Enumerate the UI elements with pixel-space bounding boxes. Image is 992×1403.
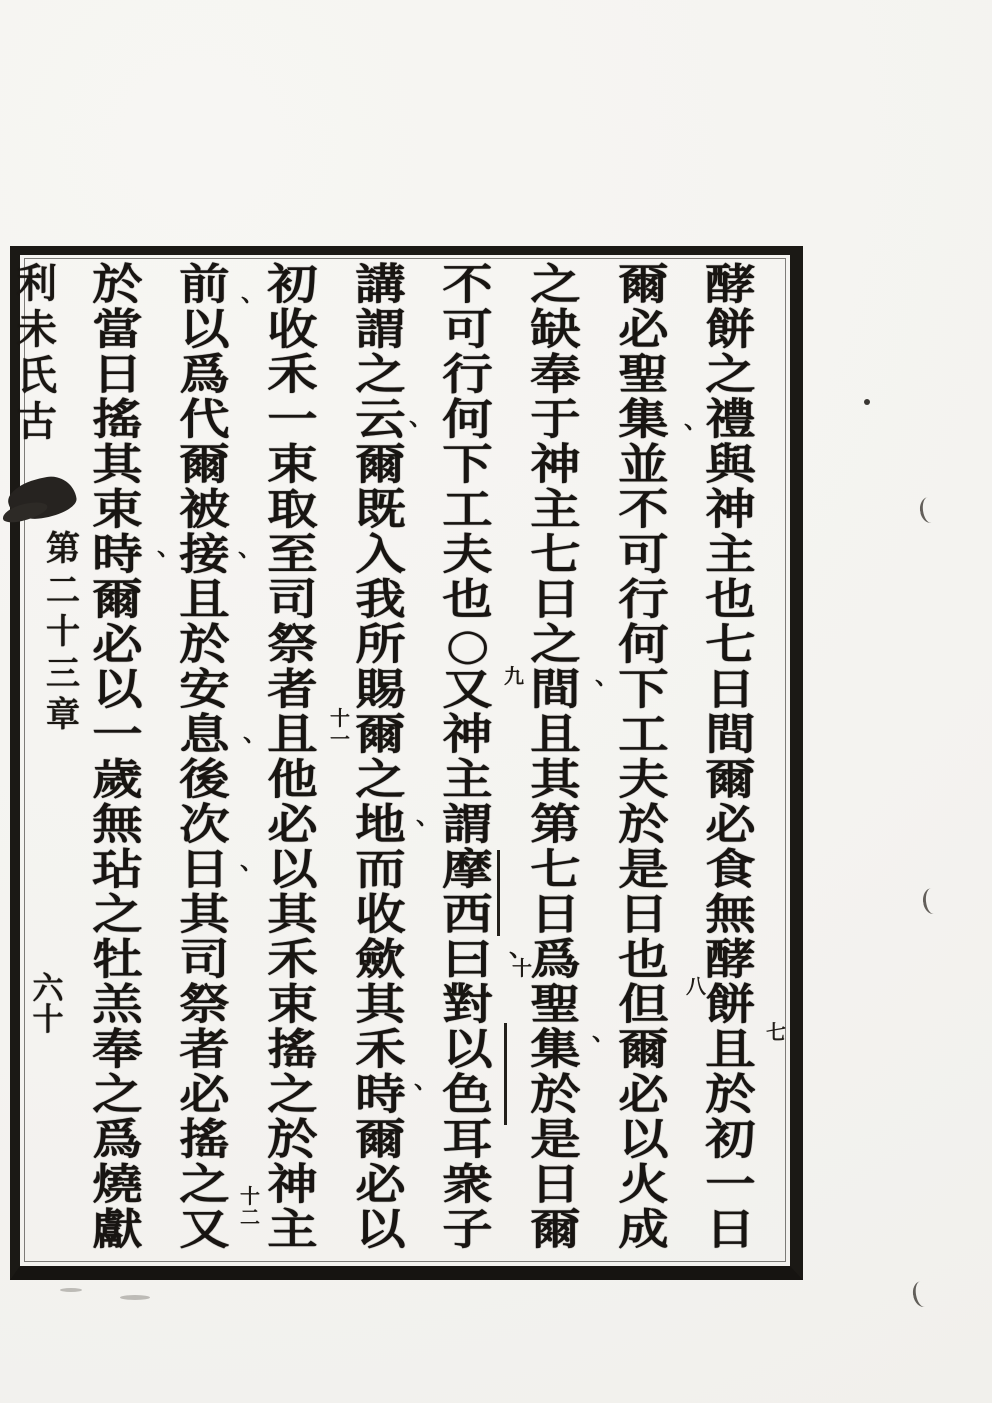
glyph: 搖 bbox=[267, 1024, 318, 1075]
glyph: 古 bbox=[17, 398, 57, 445]
glyph: 地 bbox=[354, 799, 406, 850]
reading-mark: 、 bbox=[238, 533, 262, 562]
glyph: 工 bbox=[442, 484, 494, 535]
glyph: 章 bbox=[46, 695, 80, 735]
verse-marker bbox=[240, 1186, 260, 1228]
glyph: 時 bbox=[354, 1069, 406, 1120]
glyph: 又 bbox=[179, 1204, 230, 1255]
glyph: 禾 bbox=[267, 934, 318, 985]
glyph: 以 bbox=[354, 1204, 406, 1255]
glyph: 聖 bbox=[530, 979, 581, 1030]
glyph: 對 bbox=[442, 979, 494, 1030]
book-title-margin bbox=[14, 260, 60, 445]
verse-marker-glyph: 二 bbox=[240, 1205, 260, 1229]
glyph: 至 bbox=[267, 529, 318, 580]
glyph: 爾 bbox=[179, 439, 230, 490]
glyph: 爾 bbox=[618, 259, 669, 310]
reading-mark: 、 bbox=[592, 1017, 616, 1046]
glyph: 必 bbox=[618, 1069, 669, 1120]
glyph: 火 bbox=[618, 1159, 669, 1210]
glyph: 奉 bbox=[530, 349, 581, 400]
glyph: 無 bbox=[705, 889, 757, 940]
verse-marker-glyph: 十 bbox=[330, 706, 350, 730]
glyph: 被 bbox=[179, 484, 230, 535]
ink-dot-artifact bbox=[864, 399, 870, 405]
verse-marker-glyph: 一 bbox=[330, 727, 350, 751]
glyph: 不 bbox=[442, 259, 494, 310]
reading-mark: 、 bbox=[509, 933, 533, 962]
glyph: 也 bbox=[442, 574, 494, 625]
glyph: 當 bbox=[91, 304, 143, 355]
glyph: 講 bbox=[354, 259, 406, 310]
glyph: 之 bbox=[705, 349, 757, 400]
glyph: 聖 bbox=[618, 349, 669, 400]
glyph: 謂 bbox=[354, 304, 406, 355]
glyph: 神 bbox=[442, 709, 494, 760]
glyph: 搖 bbox=[179, 1114, 230, 1165]
glyph: 牡 bbox=[91, 934, 143, 985]
text-column-8 bbox=[75, 259, 159, 1255]
glyph: 與 bbox=[705, 439, 757, 490]
glyph: 以 bbox=[442, 1024, 494, 1075]
glyph: 六 bbox=[32, 971, 64, 1007]
glyph: 一 bbox=[705, 1159, 757, 1210]
glyph: 利 bbox=[17, 260, 57, 307]
glyph: 七 bbox=[705, 619, 757, 670]
glyph: 之 bbox=[91, 889, 143, 940]
glyph: 西 bbox=[442, 889, 494, 940]
glyph: 之 bbox=[354, 754, 406, 805]
glyph: 日 bbox=[705, 1204, 757, 1255]
glyph: 束 bbox=[267, 979, 318, 1030]
glyph: 收 bbox=[354, 889, 406, 940]
glyph: 主 bbox=[442, 754, 494, 805]
glyph: 十 bbox=[46, 612, 80, 652]
glyph: 必 bbox=[618, 304, 669, 355]
glyph: 者 bbox=[267, 664, 318, 715]
glyph: 束 bbox=[267, 439, 318, 490]
glyph: 於 bbox=[267, 1114, 318, 1165]
glyph: 第 bbox=[530, 799, 581, 850]
glyph: 者 bbox=[179, 1024, 230, 1075]
glyph: 可 bbox=[618, 529, 669, 580]
text-column-3 bbox=[514, 259, 598, 1255]
verse-marker-glyph: 十 bbox=[512, 956, 532, 980]
glyph: 但 bbox=[618, 979, 669, 1030]
glyph: 接 bbox=[179, 529, 230, 580]
glyph: 爾 bbox=[354, 709, 406, 760]
glyph: 且 bbox=[530, 709, 581, 760]
paper-speck bbox=[60, 1288, 82, 1292]
proper-name-line bbox=[504, 1023, 507, 1125]
glyph: 工 bbox=[618, 709, 669, 760]
glyph: 爾 bbox=[354, 1114, 406, 1165]
glyph: 取 bbox=[267, 484, 318, 535]
glyph: 日 bbox=[530, 574, 581, 625]
glyph: 收 bbox=[267, 304, 318, 355]
glyph: 酵 bbox=[705, 259, 757, 310]
glyph: 入 bbox=[354, 529, 406, 580]
glyph: 日 bbox=[618, 889, 669, 940]
text-column-6 bbox=[251, 259, 335, 1255]
glyph: 其 bbox=[267, 889, 318, 940]
glyph: 成 bbox=[618, 1204, 669, 1255]
glyph: 下 bbox=[618, 664, 669, 715]
glyph: 也 bbox=[618, 934, 669, 985]
glyph: 爾 bbox=[705, 754, 757, 805]
binding-mark bbox=[918, 496, 940, 524]
glyph: 十 bbox=[32, 1002, 64, 1038]
glyph: 祭 bbox=[179, 979, 230, 1030]
glyph: 以 bbox=[179, 304, 230, 355]
glyph: 於 bbox=[91, 259, 143, 310]
glyph: 所 bbox=[354, 619, 406, 670]
reading-mark: 、 bbox=[414, 1065, 438, 1094]
glyph: 摩 bbox=[442, 844, 494, 895]
glyph: 是 bbox=[618, 844, 669, 895]
glyph: 禾 bbox=[267, 349, 318, 400]
glyph: 行 bbox=[442, 349, 494, 400]
glyph: 賜 bbox=[354, 664, 406, 715]
glyph: 日 bbox=[91, 349, 143, 400]
glyph: 間 bbox=[705, 709, 757, 760]
glyph: 爾 bbox=[91, 574, 143, 625]
glyph: 前 bbox=[179, 259, 230, 310]
binding-mark bbox=[911, 1280, 934, 1309]
text-column-4 bbox=[426, 259, 510, 1255]
glyph: 缺 bbox=[530, 304, 581, 355]
glyph: 之 bbox=[179, 1159, 230, 1210]
glyph: 必 bbox=[354, 1159, 406, 1210]
glyph: 主 bbox=[705, 529, 757, 580]
reading-mark: 、 bbox=[241, 278, 265, 307]
glyph: 爲 bbox=[91, 1114, 143, 1165]
binding-mark bbox=[922, 887, 944, 915]
verse-marker-glyph: 七 bbox=[766, 1020, 786, 1044]
glyph: 色 bbox=[442, 1069, 494, 1120]
glyph: 初 bbox=[267, 259, 318, 310]
glyph: 爾 bbox=[530, 1204, 581, 1255]
glyph: 禮 bbox=[705, 394, 757, 445]
glyph: 間 bbox=[530, 664, 581, 715]
reading-mark: 、 bbox=[416, 801, 440, 830]
reading-mark: 、 bbox=[157, 532, 181, 561]
glyph: 第 bbox=[46, 529, 80, 569]
glyph: 於 bbox=[530, 1069, 581, 1120]
glyph: 爾 bbox=[354, 439, 406, 490]
glyph: 之 bbox=[91, 1069, 143, 1120]
glyph: 是 bbox=[530, 1114, 581, 1165]
glyph: 七 bbox=[530, 529, 581, 580]
verse-marker bbox=[330, 708, 350, 750]
glyph: 二 bbox=[46, 570, 80, 611]
glyph: 之 bbox=[267, 1069, 318, 1120]
glyph: 氏 bbox=[17, 352, 57, 399]
glyph: 而 bbox=[354, 844, 406, 895]
glyph: 於 bbox=[705, 1069, 757, 1120]
glyph: 神 bbox=[267, 1159, 318, 1210]
page-number bbox=[31, 971, 65, 1038]
glyph: 其 bbox=[530, 754, 581, 805]
reading-mark: 、 bbox=[595, 661, 619, 690]
glyph: 子 bbox=[442, 1204, 494, 1255]
glyph: 於 bbox=[618, 799, 669, 850]
glyph: 于 bbox=[530, 394, 581, 445]
glyph: 禾 bbox=[354, 1024, 406, 1075]
glyph: 後 bbox=[179, 754, 230, 805]
glyph: 奉 bbox=[91, 1024, 143, 1075]
glyph: 可 bbox=[442, 304, 494, 355]
glyph: 且 bbox=[179, 574, 230, 625]
glyph: 於 bbox=[179, 619, 230, 670]
glyph: 衆 bbox=[442, 1159, 494, 1210]
verse-marker-glyph: 十 bbox=[240, 1184, 260, 1208]
glyph: 以 bbox=[91, 664, 143, 715]
glyph: 也 bbox=[705, 574, 757, 625]
glyph: 又 bbox=[442, 664, 494, 715]
glyph: 神 bbox=[530, 439, 581, 490]
glyph: 集 bbox=[618, 394, 669, 445]
glyph: 耳 bbox=[442, 1114, 494, 1165]
glyph: 必 bbox=[91, 619, 143, 670]
glyph: 無 bbox=[91, 799, 143, 850]
verse-marker bbox=[766, 1022, 786, 1043]
ink-smudge bbox=[2, 472, 82, 534]
glyph: 搖 bbox=[91, 394, 143, 445]
glyph: 行 bbox=[618, 574, 669, 625]
glyph: 下 bbox=[442, 439, 494, 490]
glyph: 獻 bbox=[91, 1204, 143, 1255]
reading-mark: 、 bbox=[240, 846, 264, 875]
glyph: 七 bbox=[530, 844, 581, 895]
glyph: 之 bbox=[530, 619, 581, 670]
glyph: 次 bbox=[179, 799, 230, 850]
glyph: 日 bbox=[530, 1159, 581, 1210]
glyph: 神 bbox=[705, 484, 757, 535]
glyph: 必 bbox=[179, 1069, 230, 1120]
glyph: 云 bbox=[354, 394, 406, 445]
glyph: 其 bbox=[354, 979, 406, 1030]
glyph: 並 bbox=[618, 439, 669, 490]
glyph: 我 bbox=[354, 574, 406, 625]
glyph: 三 bbox=[46, 653, 80, 694]
glyph: 夫 bbox=[442, 529, 494, 580]
glyph: 未 bbox=[17, 306, 57, 353]
glyph: 爲 bbox=[530, 934, 581, 985]
glyph: 且 bbox=[705, 1024, 757, 1075]
glyph: 夫 bbox=[618, 754, 669, 805]
verse-marker bbox=[504, 666, 524, 687]
glyph: 以 bbox=[618, 1114, 669, 1165]
glyph: 其 bbox=[91, 439, 143, 490]
glyph: 代 bbox=[179, 394, 230, 445]
glyph: 何 bbox=[618, 619, 669, 670]
glyph: 燒 bbox=[91, 1159, 143, 1210]
glyph: 酵 bbox=[705, 934, 757, 985]
glyph: 時 bbox=[91, 529, 143, 580]
glyph: 其 bbox=[179, 889, 230, 940]
verse-marker-glyph: 八 bbox=[686, 974, 706, 998]
glyph: 安 bbox=[179, 664, 230, 715]
reading-mark: 、 bbox=[684, 405, 708, 434]
glyph: 爲 bbox=[179, 349, 230, 400]
glyph: 一 bbox=[91, 709, 143, 760]
glyph: 日 bbox=[705, 664, 757, 715]
glyph: 司 bbox=[267, 574, 318, 625]
glyph: 日 bbox=[530, 889, 581, 940]
reading-mark: 、 bbox=[409, 402, 433, 431]
glyph: 集 bbox=[530, 1024, 581, 1075]
reading-mark: 、 bbox=[243, 718, 267, 747]
glyph: 司 bbox=[179, 934, 230, 985]
glyph: 既 bbox=[354, 484, 406, 535]
glyph: 他 bbox=[267, 754, 318, 805]
glyph: 玷 bbox=[91, 844, 143, 895]
text-column-7 bbox=[163, 259, 247, 1255]
paper-speck bbox=[120, 1295, 150, 1300]
glyph: 何 bbox=[442, 394, 494, 445]
glyph: 一 bbox=[267, 394, 318, 445]
glyph: 以 bbox=[267, 844, 318, 895]
glyph: 日 bbox=[179, 844, 230, 895]
glyph: 主 bbox=[267, 1204, 318, 1255]
glyph: 束 bbox=[91, 484, 143, 535]
glyph: 羔 bbox=[91, 979, 143, 1030]
glyph: 主 bbox=[530, 484, 581, 535]
text-column-2 bbox=[601, 259, 685, 1255]
verse-marker bbox=[686, 976, 706, 997]
glyph: 祭 bbox=[267, 619, 318, 670]
verse-marker-glyph: 九 bbox=[504, 664, 524, 688]
glyph: 曰 bbox=[442, 934, 494, 985]
glyph: 食 bbox=[705, 844, 757, 895]
proper-name-line bbox=[497, 850, 500, 936]
glyph: 謂 bbox=[442, 799, 494, 850]
glyph: 爾 bbox=[618, 1024, 669, 1075]
glyph: 必 bbox=[705, 799, 757, 850]
glyph: 之 bbox=[354, 349, 406, 400]
glyph: 且 bbox=[267, 709, 318, 760]
glyph: 歛 bbox=[354, 934, 406, 985]
glyph: 歲 bbox=[91, 754, 143, 805]
glyph: ○ bbox=[445, 619, 490, 670]
glyph: 必 bbox=[267, 799, 318, 850]
glyph: 息 bbox=[179, 709, 230, 760]
glyph: 之 bbox=[530, 259, 581, 310]
glyph: 初 bbox=[705, 1114, 757, 1165]
glyph: 餅 bbox=[705, 979, 757, 1030]
glyph: 餅 bbox=[705, 304, 757, 355]
glyph: 不 bbox=[618, 484, 669, 535]
